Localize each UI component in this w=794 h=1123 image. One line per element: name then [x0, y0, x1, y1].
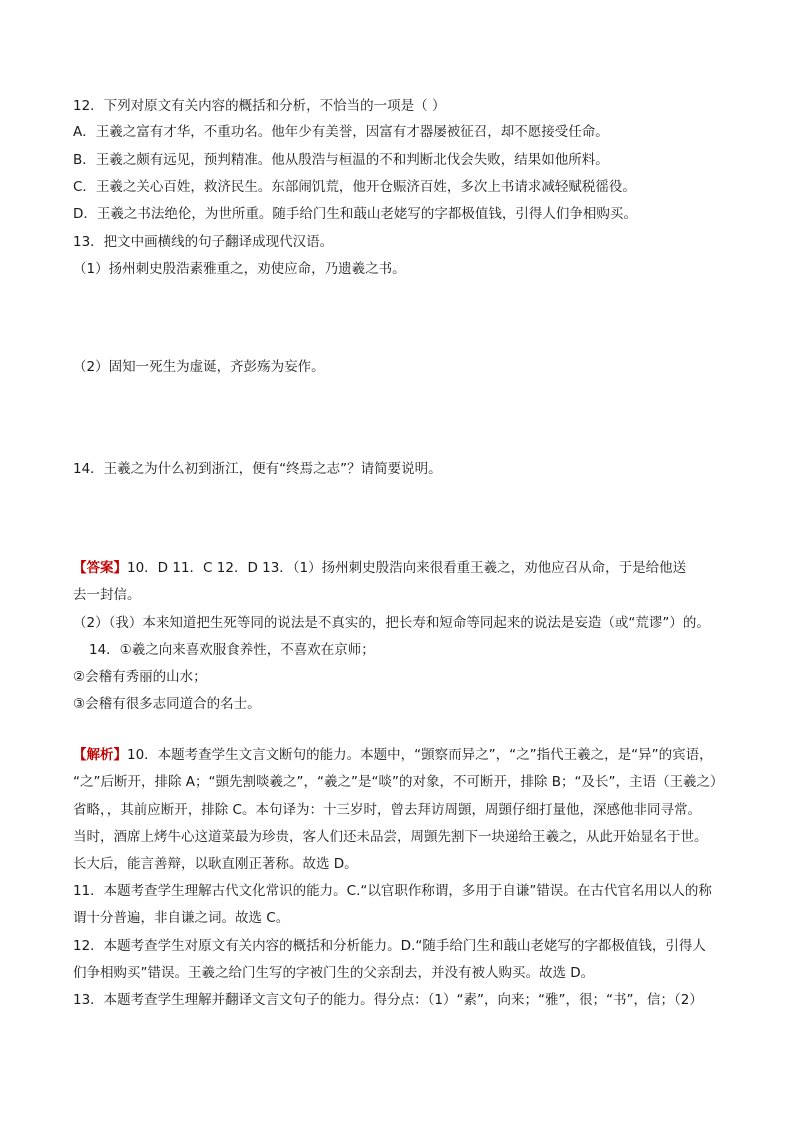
answer-line-5: ②会稽有秀丽的山水； [73, 669, 207, 685]
answer-line-6: ③会稽有很多志同道合的名士。 [73, 696, 261, 712]
analysis-line-8: 12．本题考查学生对原文有关内容的概括和分析能力。D.“随手给门生和蕺山老姥写的字都极值钱，引得人 [73, 938, 706, 954]
analysis-line-10: 13．本题考查学生理解并翻译文言文句子的能力。得分点：（1）“素”，向来；“雅”，很；“书”，信；（2） [73, 992, 703, 1008]
analysis-line-1 [73, 745, 713, 765]
q12-option-c: C．王羲之关心百姓，救济民生。东部闹饥荒，他开仓赈济百姓，多次上书请求减轻赋税徭役。 [73, 179, 636, 195]
analysis-line-9: 们争相购买”错误。王羲之给门生写的字被门生的父亲刮去，并没有被人购买。故选 D。 [73, 965, 595, 981]
analysis-tag: 【解析】 [73, 747, 127, 763]
analysis-text-1: 10．本题考查学生文言文断句的能力。本题中，“顗察而异之”，“之”指代王羲之，是“异”的宾语， [127, 747, 713, 763]
answer-tag: 【答案】 [73, 560, 127, 576]
answer-text-1: 10．D 11．C 12．D 13．（1）扬州刺史殷浩向来很看重王羲之，劝他应召从命，于是给他送 [127, 560, 687, 576]
analysis-line-2: “之”后断开，排除 A；“顗先割啖羲之”，“羲之”是“啖”的对象，不可断开，排除 B；“及长”，主语（王羲之） [73, 774, 724, 790]
analysis-line-7: 谓十分普遍，非自谦之词。故选 C。 [73, 910, 290, 926]
answer-line-1 [73, 558, 686, 578]
q12-option-a: A．王羲之富有才华，不重功名。他年少有美誉，因富有才器屡被征召，却不愿接受任命。 [73, 124, 609, 140]
q12-stem: 12．下列对原文有关内容的概括和分析，不恰当的一项是（ ） [73, 98, 446, 114]
q13-sentence-2: （2）固知一死生为虚诞，齐彭殇为妄作。 [73, 359, 325, 375]
q12-option-d: D．王羲之书法绝伦，为世所重。随手给门生和蕺山老姥写的字都极值钱，引得人们争相购买。 [73, 206, 637, 222]
q14-stem: 14．王羲之为什么初到浙江，便有“终焉之志”？请简要说明。 [73, 461, 442, 477]
answer-line-2: 去一封信。 [73, 587, 141, 603]
q12-option-b: B．王羲之颇有远见，预判精准。他从殷浩与桓温的不和判断北伐会失败，结果如他所料。 [73, 152, 609, 168]
answer-line-3: （2）（我）本来知道把生死等同的说法是不真实的，把长寿和短命等同起来的说法是妄造（或“荒谬”）的。 [73, 615, 710, 631]
analysis-line-4: 当时，酒席上烤牛心这道菜最为珍贵，客人们还未品尝，周顗先割下一块递给王羲之，从此开始显名于世。 [73, 829, 708, 845]
q13-stem: 13．把文中画横线的句子翻译成现代汉语。 [73, 234, 334, 250]
answer-line-4: 14．①羲之向来喜欢服食养性，不喜欢在京师； [89, 642, 375, 658]
analysis-line-3: 省略，，其前应断开，排除 C。本句译为：十三岁时，曾去拜访周顗，周顗仔细打量他，深感他非同寻常。 [73, 802, 701, 818]
q13-sentence-1: （1）扬州刺史殷浩素雅重之，劝使应命，乃遗羲之书。 [73, 261, 406, 277]
analysis-line-5: 长大后，能言善辩，以耿直刚正著称。故选 D。 [73, 856, 358, 872]
analysis-line-6: 11．本题考查学生理解古代文化常识的能力。C.“以官职作称谓，多用于自谦”错误。在古代官名用以人的称 [73, 883, 712, 899]
